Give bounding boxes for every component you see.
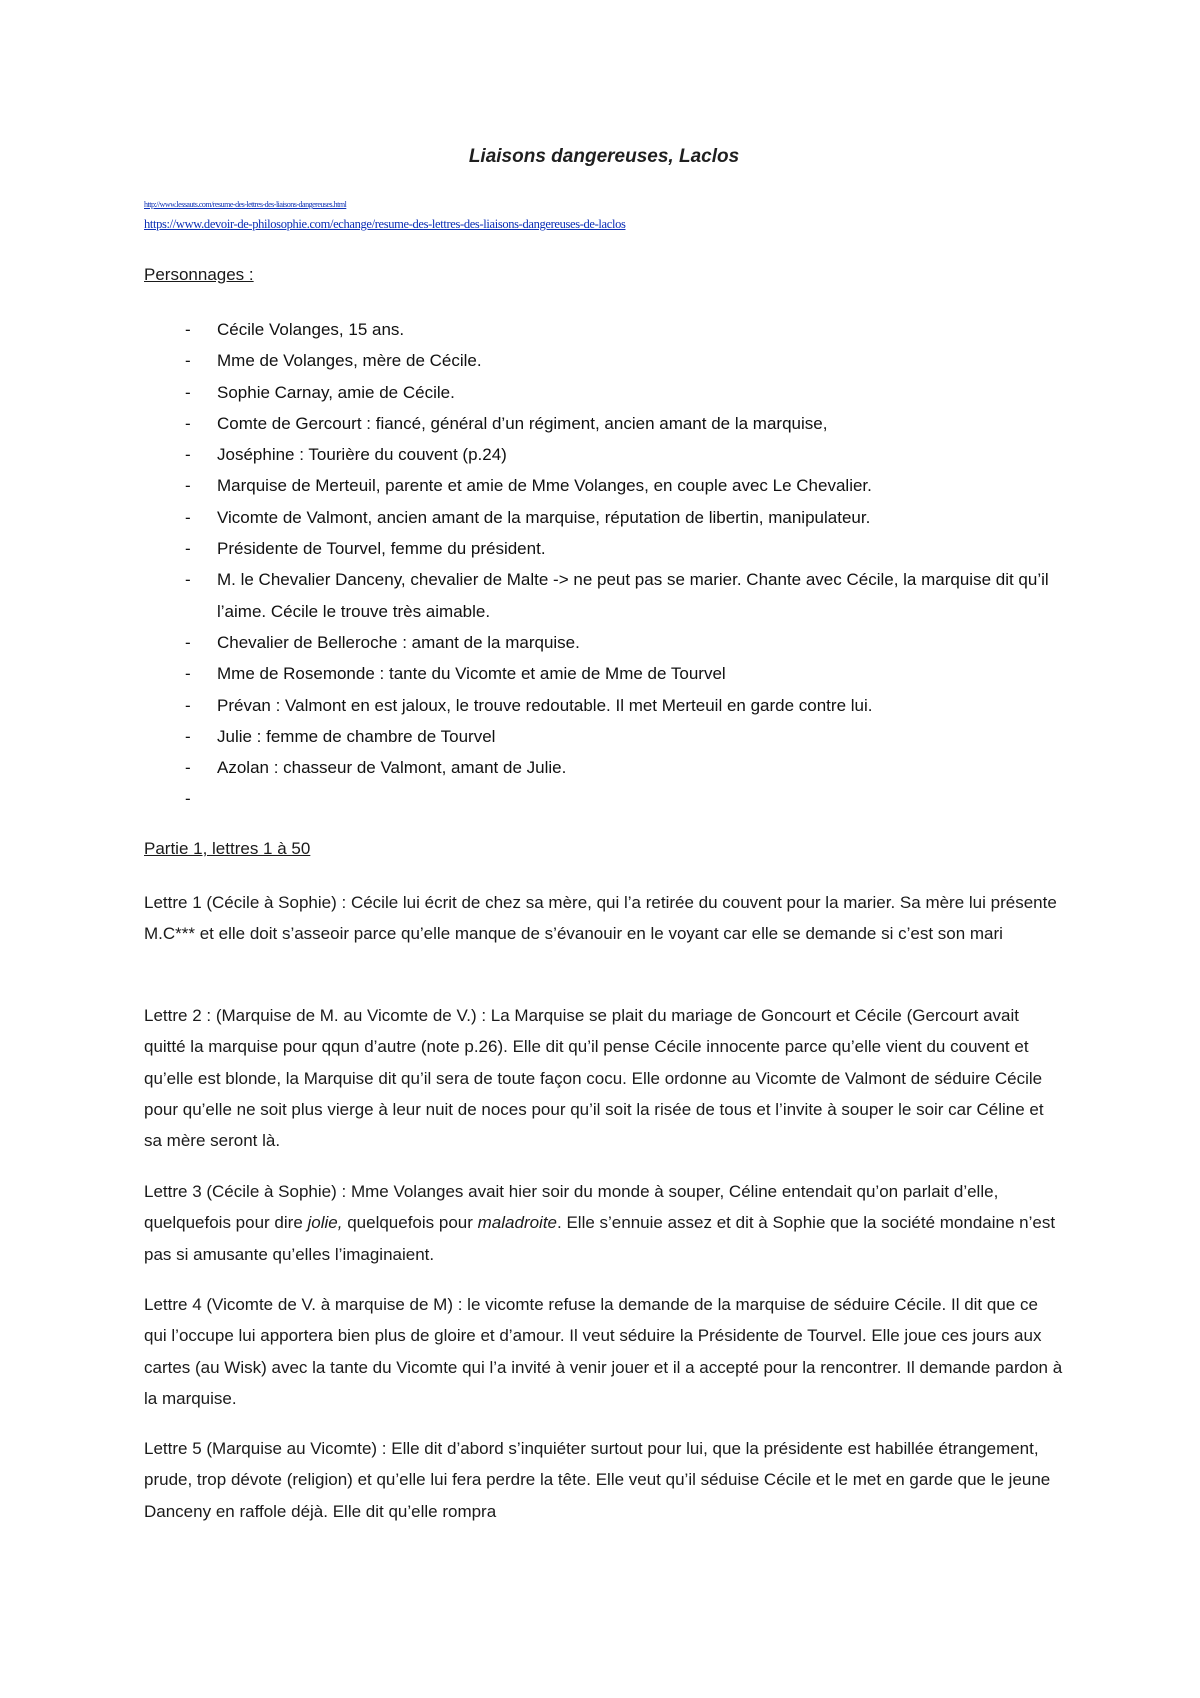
list-item: - Joséphine : Tourière du couvent (p.24) bbox=[144, 439, 1064, 470]
list-item: - Marquise de Merteuil, parente et amie de Mme Volanges, en couple avec Le Chevalier. bbox=[144, 470, 1064, 501]
lettre-5-label: Lettre 5 (Marquise au Vicomte) : bbox=[144, 1439, 387, 1458]
lettre-2-paragraph bbox=[144, 1000, 1064, 1156]
document-title: Liaisons dangereuses, Laclos bbox=[468, 146, 740, 167]
list-dash: - bbox=[185, 664, 191, 684]
lettre-3-italic-jolie: jolie, bbox=[307, 1213, 343, 1233]
source-link-lessauts[interactable]: http://www.lessauts.com/resume-des-lettres-des-liaisons-dangereuses.html bbox=[144, 200, 347, 209]
list-item: - Mme de Volanges, mère de Cécile. bbox=[144, 345, 1064, 376]
list-dash: - bbox=[185, 507, 191, 527]
list-dash: - bbox=[185, 695, 191, 715]
lettre-4-paragraph bbox=[144, 1289, 1064, 1414]
list-dash: - bbox=[185, 758, 191, 778]
list-dash: - bbox=[185, 476, 191, 496]
list-dash: - bbox=[185, 320, 191, 339]
list-item: - Chevalier de Belleroche : amant de la marquise. bbox=[144, 627, 1064, 658]
list-item: - M. le Chevalier Danceny, chevalier de Malte -> ne peut pas se marier. Chante avec Cécile, la marquise dit qu’il l’aime. Cécile le trouve très aimable. bbox=[144, 564, 1064, 627]
list-item: - Azolan : chasseur de Valmont, amant de Julie. bbox=[144, 752, 1064, 783]
character-list bbox=[144, 314, 1064, 809]
list-item: - Comte de Gercourt : fiancé, général d’un régiment, ancien amant de la marquise, bbox=[144, 408, 1064, 439]
list-item: - Présidente de Tourvel, femme du président. bbox=[144, 533, 1064, 564]
lettre-3-italic-maladroite: maladroite bbox=[477, 1213, 558, 1233]
list-dash: - bbox=[185, 726, 191, 746]
list-dash: - bbox=[185, 382, 191, 402]
list-dash: - bbox=[185, 445, 191, 465]
lettre-2-text: La Marquise se plait du mariage de Goncourt et Cécile (Gercourt avait quitté la marquise pour qqun d’autre (note p.26). Elle dit qu’il pense Cécile innocente parce qu’elle vient du couvent et qu’elle est blonde, la Marquise dit qu’il sera de toute façon cocu. Elle ordonne au Vicomte de Valmont de séduire Cécile pour qu’elle ne soit plus vierge à leur nuit de noces pour qu’il soit la risée de tous et l’invite à souper le soir car Céline et sa mère seront là. bbox=[144, 1006, 1044, 1151]
list-item: - Prévan : Valmont en est jaloux, le trouve redoutable. Il met Merteuil en garde contre lui. bbox=[144, 690, 1064, 721]
lettre-3-paragraph bbox=[144, 1176, 1064, 1270]
list-dash: - bbox=[185, 413, 191, 433]
lettre-1-label: Lettre 1 (Cécile à Sophie) : bbox=[144, 893, 347, 912]
partie-heading: Partie 1, lettres 1 à 50 bbox=[144, 839, 311, 858]
source-link-devoir-de-philosophie[interactable]: https://www.devoir-de-philosophie.com/echange/resume-des-lettres-des-liaisons-dangereuses-de-laclos bbox=[144, 217, 626, 231]
list-item: - Julie : femme de chambre de Tourvel bbox=[144, 721, 1064, 752]
list-dash: - bbox=[185, 570, 191, 590]
lettre-3-text: Mme Volanges avait hier soir du monde à souper, Céline entendait qu’on parlait d’elle, quelquefois pour dire bbox=[144, 1182, 999, 1233]
list-item: - Cécile Volanges, 15 ans. bbox=[144, 314, 1064, 345]
list-dash: - bbox=[185, 539, 191, 559]
lettre-3-text: . Elle s’ennuie assez et dit à Sophie que la société mondaine n’est pas si amusante qu’elles l’imaginaient. bbox=[144, 1213, 1056, 1264]
lettre-1-text: Cécile lui écrit de chez sa mère, qui l’a retirée du couvent pour la marier. Sa mère lui présente M.C*** et elle doit s’asseoir parce qu’elle manque de s’évanouir en le voyant car elle se demande si c’est son mari bbox=[144, 893, 1057, 944]
list-item: - Mme de Rosemonde : tante du Vicomte et amie de Mme de Tourvel bbox=[144, 658, 1064, 689]
list-item: - Vicomte de Valmont, ancien amant de la marquise, réputation de libertin, manipulateur. bbox=[144, 502, 1064, 533]
lettre-3-label: Lettre 3 (Cécile à Sophie) : bbox=[144, 1182, 347, 1201]
list-dash: - bbox=[185, 632, 191, 652]
list-dash: - bbox=[185, 789, 191, 809]
lettre-4-label: Lettre 4 (Vicomte de V. à marquise de M) : bbox=[144, 1295, 463, 1314]
lettre-1-paragraph bbox=[144, 887, 1064, 950]
lettre-2-label: Lettre 2 : (Marquise de M. au Vicomte de V.) : bbox=[144, 1006, 487, 1025]
lettre-4-text: le vicomte refuse la demande de la marquise de séduire Cécile. Il dit que ce qui l’occupe lui apportera bien plus de gloire et d’amour. Il veut séduire la Présidente de Tourvel. Elle joue ces jours aux cartes (au Wisk) avec la tante du Vicomte qui l’a invité à venir jouer et il a accepté pour la rencontrer. Il demande pardon à la marquise. bbox=[144, 1295, 1063, 1408]
list-dash: - bbox=[185, 351, 191, 371]
list-item: - Sophie Carnay, amie de Cécile. bbox=[144, 377, 1064, 408]
lettre-3-text: quelquefois pour bbox=[342, 1213, 478, 1233]
lettre-5-text: Elle dit d’abord s’inquiéter surtout pour lui, que la présidente est habillée étrangement, prude, trop dévote (religion) et qu’elle lui fera perdre la tête. Elle veut qu’il séduise Cécile et le met en garde que le jeune Danceny en raffole déjà. Elle dit qu’elle rompra bbox=[144, 1439, 1051, 1521]
lettre-5-paragraph bbox=[144, 1433, 1064, 1527]
personnages-heading: Personnages : bbox=[144, 265, 254, 284]
